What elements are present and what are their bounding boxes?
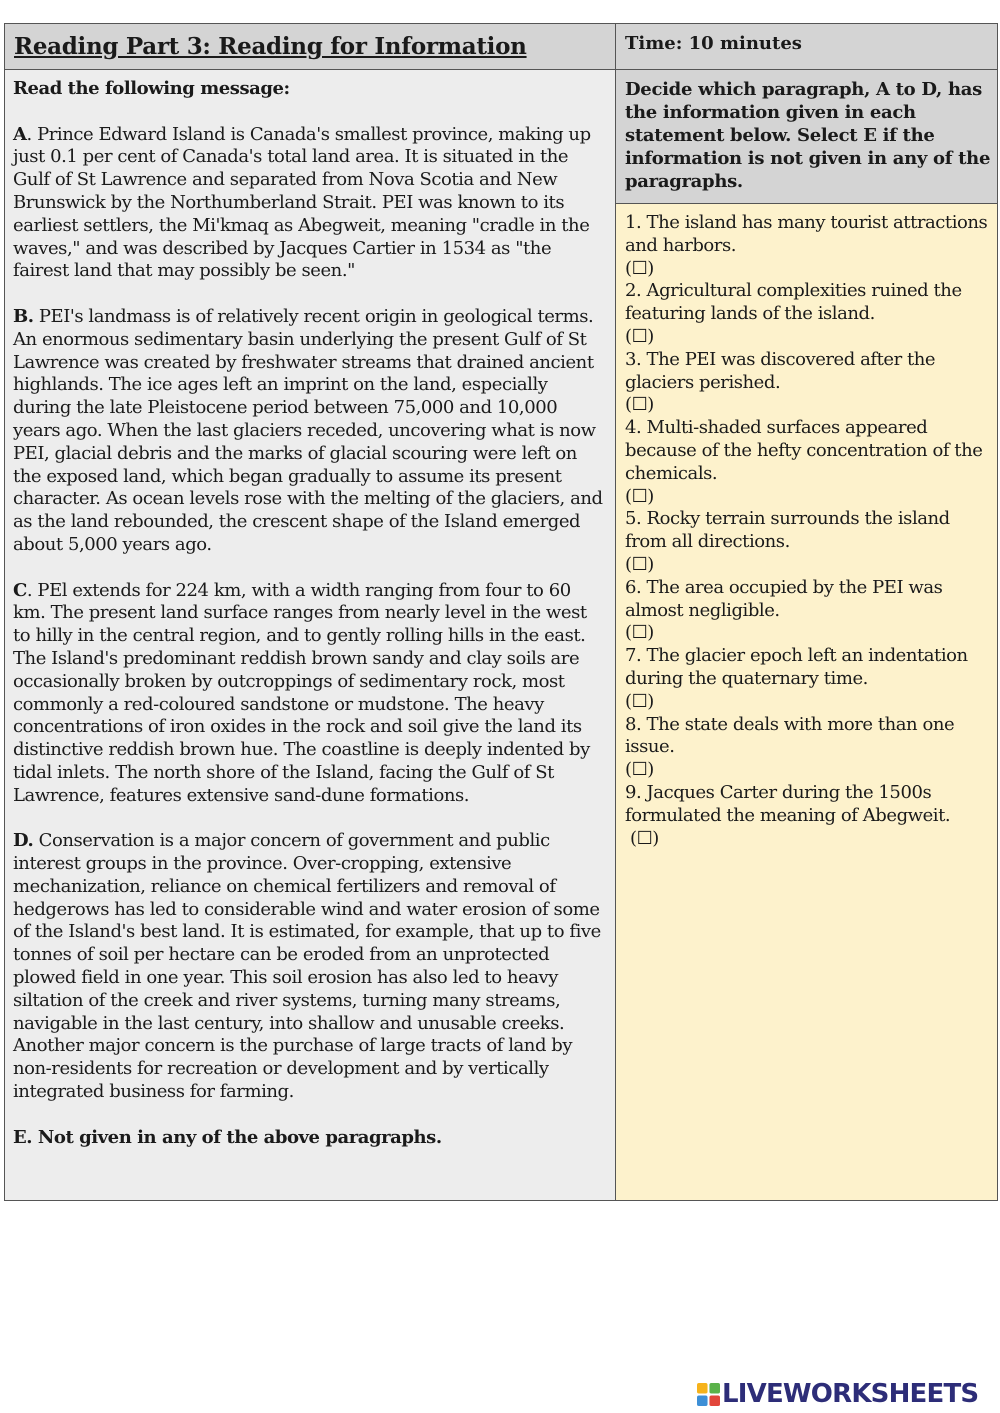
question-8: 8. The state deals with more than one issue. [625,713,955,758]
answer-box-8[interactable]: (☐) [625,759,654,781]
paragraph-e [13,1127,607,1150]
question-2: 2. Agricultural complexities ruined the featuring lands of the island. [625,280,962,325]
question-list [616,204,997,1200]
paragraph-c-text: . PEl extends for 224 km, with a width ranging from four to 60 km. The present land surface ranges from nearly level in the west to hilly in the central region, and to gently rolling hills in the east. The Island's predominant reddish brown sandy and clay soils are occasionally broken by outcroppings of sedimentary rock, most commonly a red-coloured sandstone or mudstone. The heavy concentrations of iron oxides in the rock and soil give the land its distinctive reddish brown hue. The coastline is deeply indented by tidal inlets. The north shore of the Island, facing the Gulf of St Lawrence, features extensive sand-dune formations. [13,579,590,806]
paragraph-d-letter: D. [13,830,34,852]
paragraph-c-letter: C [13,579,27,601]
answer-box-9[interactable]: (☐) [630,827,659,849]
answer-box-5[interactable]: (☐) [625,553,654,575]
answer-box-6[interactable]: (☐) [625,622,654,644]
liveworksheets-logo-icon [697,1383,720,1406]
passage-column [5,24,616,1200]
question-4: 4. Multi-shaded surfaces appeared because of the hefty concentration of the chemicals. [625,417,983,484]
instructions: Decide which paragraph, A to D, has the information given in each statement below. Select E if the information is not given in any of the paragraphs. [616,70,997,204]
paragraph-e-text: . Not given in any of the above paragraphs. [26,1126,442,1148]
paragraph-b-text: PEI's landmass is of relatively recent origin in geological terms. An enormous sedimentary basin underlying the present Gulf of St Lawrence was created by freshwater streams that drained ancient highlands. The ice ages left an imprint on the land, especially during the late Pleistocene period between 75,000 and 10,000 years ago. When the last glaciers receded, uncovering what is now PEI, glacial debris and the marks of glacial scouring were left on the exposed land, which began gradually to assume its present character. As ocean levels rose with the melting of the glaciers, and as the land rebounded, the crescent shape of the Island emerged about 5,000 years ago. [13,305,603,555]
paragraph-a-text: . Prince Edward Island is Canada's smallest province, making up just 0.1 per cent of Canada's total land area. It is situated in the Gulf of St Lawrence and separated from Nova Scotia and New Brunswick by the Northumberland Strait. PEI was known to its earliest settlers, the Mi'kmaq as Abegweit, meaning "cradle in the waves," and was described by Jacques Cartier in 1534 as "the fairest land that may possibly be seen." [13,123,591,282]
passage-intro: Read the following message: [13,78,290,99]
paragraph-d [13,830,607,1104]
question-6: 6. The area occupied by the PEI was almost negligible. [625,576,943,621]
paragraph-c [13,580,607,808]
paragraph-d-text: Conservation is a major concern of government and public interest groups in the province. Over-cropping, extensive mechanization, reliance on chemical fertilizers and removal of hedgerows has led to considerable wind and water erosion of some of the Island's best land. It is estimated, for example, that up to five tonnes of soil per hectare can be eroded from an unprotected plowed field in one year. This soil erosion has also led to heavy siltation of the creek and river systems, turning many streams, navigable in the last century, into shallow and unusable creeks. Another major concern is the purchase of large tracts of land by non-residents for recreation or development and by vertically integrated business for farming. [13,830,601,1103]
question-3: 3. The PEI was discovered after the glaciers perished. [625,348,936,393]
liveworksheets-wordmark: LIVEWORKSHEETS [722,1379,979,1409]
paragraph-a-letter: A [13,123,27,145]
time-limit: Time: 10 minutes [616,24,997,70]
answer-box-1[interactable]: (☐) [625,257,654,279]
answer-box-7[interactable]: (☐) [625,690,654,712]
questions-column [616,24,997,1200]
question-9: 9. Jacques Carter during the 1500s formulated the meaning of Abegweit. [625,781,951,826]
worksheet-table [4,23,998,1201]
liveworksheets-brand [697,1380,978,1408]
answer-box-3[interactable]: (☐) [625,394,654,416]
paragraph-a [13,124,607,284]
passage-body [5,70,615,1200]
worksheet-title: Reading Part 3: Reading for Information [5,24,615,70]
paragraph-b-letter: B. [13,305,34,327]
answer-box-2[interactable]: (☐) [625,325,654,347]
paragraph-b [13,306,607,557]
question-5: 5. Rocky terrain surrounds the island from all directions. [625,508,950,553]
question-7: 7. The glacier epoch left an indentation during the quaternary time. [625,645,968,689]
answer-box-4[interactable]: (☐) [625,485,654,507]
paragraph-e-letter: E [13,1126,27,1148]
question-1: 1. The island has many tourist attractions and harbors. [625,212,988,256]
